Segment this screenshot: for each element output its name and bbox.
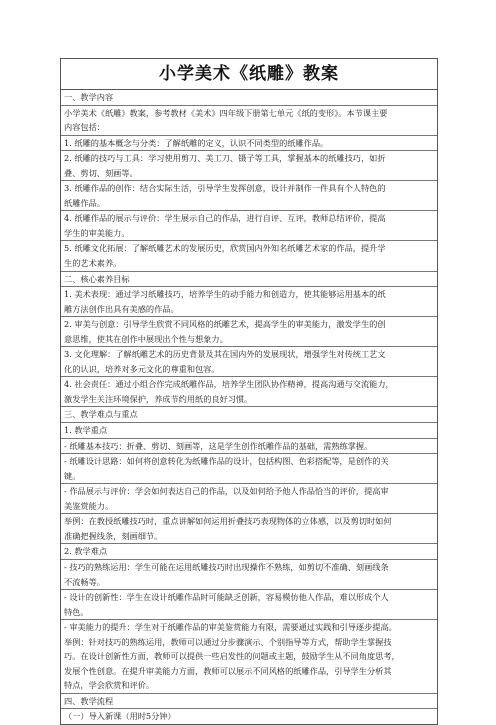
row-text-line: 巧。在设计创新性方面，教师可以提供一些启发性的问题或主题，鼓励学生从不同角度思考， bbox=[64, 651, 400, 662]
table-row bbox=[61, 287, 437, 317]
row-text-line: 内容包括： bbox=[64, 122, 105, 133]
table-row bbox=[61, 317, 437, 347]
row-text-line: 1. 教学重点 bbox=[64, 425, 108, 436]
row-text-line: 三、教学难点与重点 bbox=[64, 409, 138, 420]
table-row bbox=[61, 347, 437, 377]
table-row bbox=[61, 560, 437, 590]
row-text-line: 4. 社会责任：通过小组合作完成纸雕作品，培养学生团队协作精神，提高沟通与交流能力， bbox=[64, 379, 394, 390]
table-row bbox=[61, 514, 437, 544]
row-text-line: 雕方法创作出具有美感的作品。 bbox=[64, 303, 179, 314]
row-text-line: 学生的审美能力。 bbox=[64, 227, 130, 238]
table-row bbox=[61, 590, 437, 620]
table-row bbox=[61, 241, 437, 271]
row-text-line: 1. 美术表现：通过学习纸雕技巧，培养学生的动手能力和创造力，使其能够运用基本的纸 bbox=[64, 289, 386, 300]
row-text-line: 举例：针对技巧的熟练运用，教师可以通过分步骤演示、个别指导等方式，帮助学生掌握技 bbox=[64, 636, 392, 647]
row-text-line: 2. 纸雕的技巧与工具：学习使用剪刀、美工刀、镊子等工具，掌握基本的纸雕技巧，如折 bbox=[64, 153, 386, 164]
row-text-line: 叠、剪切、刻画等。 bbox=[64, 167, 138, 178]
row-text-line: 1. 纸雕的基本概念与分类：了解纸雕的定义，认识不同类型的纸雕作品。 bbox=[64, 137, 329, 148]
row-text-line: 3. 文化理解：了解纸雕艺术的历史背景及其在国内外的发展现状，增强学生对传统工艺文 bbox=[64, 349, 386, 360]
row-text-line: 二、核心素养目标 bbox=[64, 273, 130, 284]
table-row bbox=[61, 423, 437, 439]
table-row bbox=[61, 407, 437, 423]
row-text-line: 四、教学流程 bbox=[64, 695, 114, 706]
table-row bbox=[61, 709, 437, 724]
table-row bbox=[61, 620, 437, 694]
row-text-line: 举例：在教授纸雕技巧时，重点讲解如何运用折叠技巧表现物体的立体感，以及剪切时如何 bbox=[64, 516, 392, 527]
row-text-line: 4. 纸雕作品的展示与评价：学生展示自己的作品，进行自评、互评，教师总结评价，提高 bbox=[64, 213, 386, 224]
row-text-line: - 设计的创新性：学生在设计纸雕作品时可能缺乏创新，容易模仿他人作品，难以形成个人 bbox=[64, 592, 389, 603]
row-text-line: 小学美术《纸雕》教案，参考教材《美术》四年级下册第七单元《纸的变形》。本节课主要 bbox=[64, 107, 388, 118]
row-text-line: 键。 bbox=[64, 470, 81, 481]
table-row bbox=[61, 151, 437, 181]
table-row bbox=[61, 544, 437, 560]
row-text-line: - 技巧的熟练运用：学生可能在运用纸雕技巧时出现操作不熟练，如剪切不准确、刻画线条 bbox=[64, 561, 389, 572]
row-text-line: 不流畅等。 bbox=[64, 576, 105, 587]
table-row bbox=[61, 181, 437, 211]
row-text-line: - 作品展示与评价：学会如何表达自己的作品，以及如何给予他人作品恰当的评价，提高审 bbox=[64, 486, 389, 497]
row-text-line: 发展个性创意。在提升审美能力方面，教师可以展示不同风格的纸雕作品，引导学生分析其 bbox=[64, 665, 392, 676]
row-text-line: 纸雕作品。 bbox=[64, 197, 105, 208]
row-text-line: 化的认识，培养对多元文化的尊重和包容。 bbox=[64, 363, 220, 374]
row-text-line: 特色。 bbox=[64, 606, 89, 617]
table-row bbox=[61, 136, 437, 152]
row-text-line: 2. 审美与创意：引导学生欣赏不同风格的纸雕艺术，提高学生的审美能力，激发学生的创 bbox=[64, 319, 386, 330]
table-row bbox=[61, 272, 437, 288]
row-text-line: 2. 教学难点 bbox=[64, 546, 108, 557]
lesson-plan-table bbox=[60, 58, 438, 725]
row-text-line: 准确把握线条，刻画细节。 bbox=[64, 530, 163, 541]
table-row bbox=[61, 90, 437, 106]
row-text-line: 激发学生关注环境保护，养成节约用纸的良好习惯。 bbox=[64, 393, 253, 404]
row-text-line: 意思维，使其在创作中展现出个性与想象力。 bbox=[64, 333, 228, 344]
table-row bbox=[61, 454, 437, 484]
row-text-line: 3. 纸雕作品的创作：结合实际生活，引导学生发挥创意，设计并制作一件具有个人特色的 bbox=[64, 183, 386, 194]
row-text-line: - 纸雕设计思路：如何将创意转化为纸雕作品的设计，包括构图、色彩搭配等，是创作的关 bbox=[64, 456, 389, 467]
table-row bbox=[61, 211, 437, 241]
row-text-line: 一、教学内容 bbox=[64, 92, 114, 102]
row-text-line: 生的艺术素养。 bbox=[64, 258, 122, 269]
document-title: 小学美术《纸雕》教案 bbox=[61, 59, 437, 90]
row-text-line: 特点，学会欣赏和评价。 bbox=[64, 680, 155, 691]
table-row bbox=[61, 106, 437, 136]
table-row bbox=[61, 377, 437, 407]
table-row bbox=[61, 439, 437, 455]
row-text-line: - 审美能力的提升：学生对于纸雕作品的审美鉴赏能力有限，需要通过实践和引导逐步提高。 bbox=[64, 622, 397, 633]
row-text-line: （一）导入新课（用时5分钟） bbox=[64, 711, 176, 722]
row-text-line: - 纸雕基本技巧：折叠、剪切、刻画等，这是学生创作纸雕作品的基础，需熟练掌握。 bbox=[64, 440, 373, 451]
table-row bbox=[61, 484, 437, 514]
row-text-line: 5. 纸雕文化拓展：了解纸雕艺术的发展历史，欣赏国内外知名纸雕艺术家的作品，提升学 bbox=[64, 243, 386, 254]
table-body bbox=[61, 90, 437, 724]
row-text-line: 美鉴赏能力。 bbox=[64, 500, 114, 511]
